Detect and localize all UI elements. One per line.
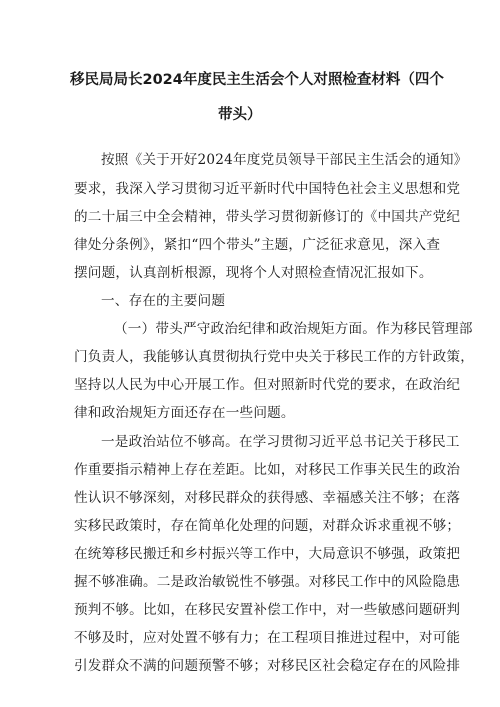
paragraph-line: 作重要指示精神上存在差距。比如，对移民工作事关民生的政治: [74, 462, 461, 478]
paragraph-line: 律和政治规矩方面还存在一些问题。: [74, 405, 295, 421]
paragraph-line: 不够及时，应对处置不够有力；在工程项目推进过程中，对可能: [74, 630, 461, 646]
paragraph-line: 门负责人，我能够认真贯彻执行党中央关于移民工作的方针政策，: [74, 349, 475, 365]
paragraph-line: 坚持以人民为中心开展工作。但对照新时代党的要求，在政治纪: [74, 377, 461, 393]
paragraph-line: 实移民政策时，存在简单化处理的问题，对群众诉求重视不够；: [74, 518, 461, 534]
paragraph-line: 按照《关于开好2024年度党员领导干部民主生活会的通知》: [101, 152, 468, 168]
document-title-continued: 带头）: [218, 107, 262, 123]
paragraph-line: 在统筹移民搬迁和乡村振兴等工作中，大局意识不够强，政策把: [74, 546, 461, 562]
paragraph-line: 性认识不够深刻，对移民群众的获得感、幸福感关注不够；在落: [74, 490, 461, 506]
paragraph-line: 要求，我深入学习贯彻习近平新时代中国特色社会主义思想和党: [74, 181, 461, 197]
section-heading: 一、存在的主要问题: [101, 293, 226, 309]
paragraph-line: 引发群众不满的问题预警不够；对移民区社会稳定存在的风险排: [74, 658, 461, 674]
paragraph-line: 一是政治站位不够高。在学习贯彻习近平总书记关于移民工: [101, 434, 460, 450]
document-title: 移民局局长2024年度民主生活会个人对照检查材料（四个: [70, 72, 444, 88]
paragraph-line: 律处分条例》，紧扣“四个带头”主题，广泛征求意见，深入查: [74, 237, 441, 253]
subsection-heading: （一）带头严守政治纪律和政治规矩方面。作为移民管理部: [114, 321, 473, 337]
paragraph-line: 握不够准确。二是政治敏锐性不够强。对移民工作中的风险隐患: [74, 574, 461, 590]
paragraph-line: 预判不够。比如，在移民安置补偿工作中，对一些敏感问题研判: [74, 602, 461, 618]
paragraph-line: 摆问题，认真剖析根源，现将个人对照检查情况汇报如下。: [74, 265, 433, 281]
paragraph-line: 的二十届三中全会精神，带头学习贯彻新修订的《中国共产党纪: [74, 209, 461, 225]
